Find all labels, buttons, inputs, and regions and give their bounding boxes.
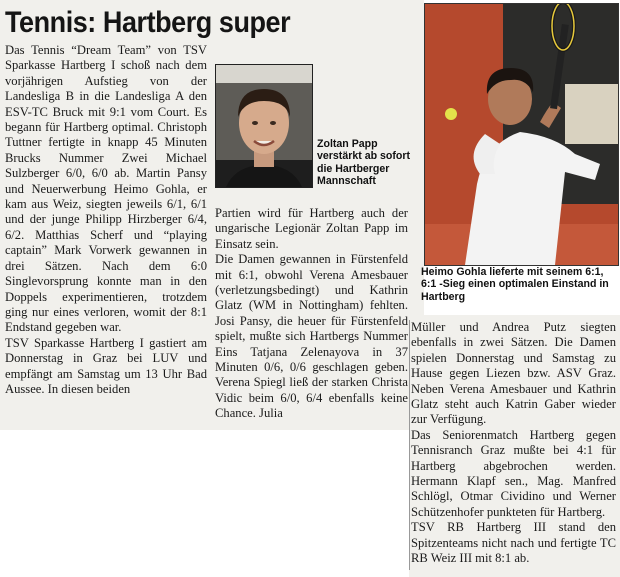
paragraph: Das Tennis “Dream Team” von TSV Sparkasse Hartberg I schoß nach dem vorjährigen Aufstieg von der Landesliga B in die Landesliga A den ESV-TC Bruck mit 9:1 vom Court. Es begann für Hartberg optimal. Christoph Tuttner fertigte in knapp 45 Minuten Brucks Nummer Zwei Michael Sulzberger 6/0, 6/0 ab. Martin Pansy und Neuerwerbung Heimo Gohla, er kam aus Weiz, siegten jeweils 6/1, 6/1 und der junge Philipp Hirzberger 6/4, 6/2. Matthias Scherf und “playing captain” Mark Vorwerk gewannen in drei Sätzen. Nach dem 6:0 Singlevorsprung konnte man in den Doppels experimentieren, trotzdem ging nur eines verloren, womit der 8:1 Endstand gegeben war. [5, 43, 207, 335]
action-photo [424, 3, 619, 266]
paragraph: Das Seniorenmatch Hartberg gegen Tennisranch Graz mußte bei 4:1 für Hartberg abgebrochen werden. Hermann Klapf sen., Mag. Manfred Schlögl, Otmar Cividino und Werner Schützenhofer punkteten für Hartberg. [411, 427, 616, 519]
photo-caption: Zoltan Papp verstärkt ab sofort die Hartberger Mannschaft [317, 138, 411, 188]
text-column-3 [411, 320, 616, 567]
paragraph: Partien wird für Hartberg auch der ungarische Legionär Zoltan Papp im Einsatz sein. [215, 206, 408, 251]
paragraph: TSV RB Hartberg III stand den Spitzenteams nicht nach und fertigte TC RB Weiz III mit 8:1 ab. [411, 520, 616, 566]
column-divider [409, 320, 410, 570]
portrait-photo [215, 64, 313, 188]
photo-caption: Heimo Gohla lieferte mit seinem 6:1, 6:1 -Sieg einen optimalen Einstand in Hartberg [421, 266, 609, 303]
paragraph: Die Damen gewannen in Fürstenfeld mit 6:1, obwohl Verena Amesbauer (verletzungsbedingt) und Kathrin Glatz (WM in Nottingham) fehlten. Josi Pansy, die heuer für Fürstenfeld spielt, mußte sich Hartbergs Nummer Eins Tatjana Zelenayova in 37 Minuten 0/6, 0/6 geschlagen geben. Verena Spiegl ließ der starken Christa Vidic beim 6/0, 6/4 ebenfalls keine Chance. Julia [215, 252, 408, 421]
text-column-2 [215, 206, 408, 422]
paragraph: Müller und Andrea Putz siegten ebenfalls in zwei Sätzen. Die Damen spielen Donnerstag und Samstag zu Hause gegen Liezen bzw. ASV Graz. Neben Verena Amesbauer und Kathrin Glatz steht auch Katrin Gaber wieder zur Verfügung. [411, 320, 616, 427]
headline: Tennis: Hartberg super [5, 6, 291, 39]
text-column-1 [5, 43, 207, 397]
paragraph: TSV Sparkasse Hartberg I gastiert am Donnerstag in Graz bei LUV und empfängt am Samstag um 13 Uhr Bad Aussee. In diesen beiden [5, 335, 207, 396]
